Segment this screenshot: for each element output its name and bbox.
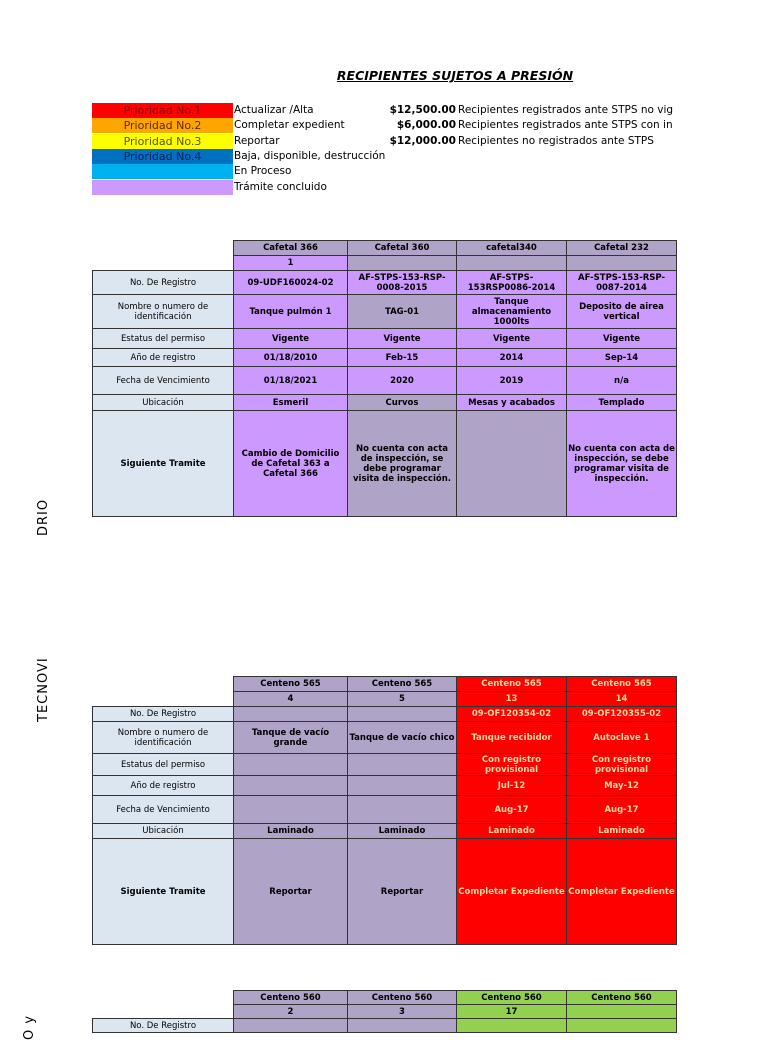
row-label: Fecha de Vencimiento xyxy=(93,796,234,824)
legend-swatch: Prioridad No.4 xyxy=(92,149,233,164)
table-cell: 01/18/2021 xyxy=(234,367,348,395)
row-label: Ubicación xyxy=(93,395,234,411)
column-header: Cafetal 360 xyxy=(348,241,457,256)
corner-blank xyxy=(93,677,234,692)
legend-swatch xyxy=(92,180,233,195)
legend-description: En Proceso xyxy=(234,165,292,178)
legend-price: $6,000.00 xyxy=(396,119,456,132)
column-header: Centeno 565 xyxy=(348,677,457,692)
column-number xyxy=(567,256,677,271)
table-cell: Reportar xyxy=(234,839,348,945)
column-header: Centeno 565 xyxy=(567,677,677,692)
table-cell xyxy=(457,411,567,517)
legend-row xyxy=(92,134,768,149)
table-cell: Aug-17 xyxy=(457,796,567,824)
legend-note: Recipientes no registrados ante STPS xyxy=(458,134,654,147)
row-label: Ubicación xyxy=(93,824,234,839)
row-label: No. De Registro xyxy=(93,1019,234,1033)
table-cell: Cambio de Domicilio de Cafetal 363 a Cafetal 366 xyxy=(234,411,348,517)
table-cell: Vigente xyxy=(567,329,677,349)
table-cell: Reportar xyxy=(348,839,457,945)
table-cell: Curvos xyxy=(348,395,457,411)
table-cell: Mesas y acabados xyxy=(457,395,567,411)
column-number: 17 xyxy=(457,1005,567,1019)
row-label: Siguiente Tramite xyxy=(93,839,234,945)
legend-description: Completar expedient xyxy=(234,119,345,132)
corner-blank xyxy=(93,256,234,271)
column-header: Centeno 560 xyxy=(457,991,567,1005)
row-label: Año de registro xyxy=(93,349,234,367)
column-number: 2 xyxy=(234,1005,348,1019)
table-cell: Con registro provisional xyxy=(567,754,677,776)
table-cell xyxy=(348,707,457,722)
table-cell: Completar Expediente xyxy=(567,839,677,945)
column-number: 1 xyxy=(234,256,348,271)
table-cell: Esmeril xyxy=(234,395,348,411)
table-cell xyxy=(234,754,348,776)
table-cell: Tanque de vacío grande xyxy=(234,722,348,754)
table-cell xyxy=(457,1019,567,1033)
legend-row xyxy=(92,118,768,133)
table-cell: Templado xyxy=(567,395,677,411)
table-cell: Tanque de vacío chico xyxy=(348,722,457,754)
table-cell: Vigente xyxy=(457,329,567,349)
table-cell: Con registro provisional xyxy=(457,754,567,776)
column-header: Centeno 565 xyxy=(457,677,567,692)
legend-note: Recipientes registrados ante STPS con in xyxy=(458,119,673,132)
column-number: 13 xyxy=(457,692,567,707)
column-header: Cafetal 366 xyxy=(234,241,348,256)
table-cell: No cuenta con acta de inspección, se debe programar visita de inspección. xyxy=(567,411,677,517)
column-header: Centeno 560 xyxy=(348,991,457,1005)
corner-blank xyxy=(93,1005,234,1019)
table-cell: Tanque almacenamiento 1000lts xyxy=(457,295,567,329)
table-cell: Tanque pulmón 1 xyxy=(234,295,348,329)
table-cell: 01/18/2010 xyxy=(234,349,348,367)
table-cell: 09-UDF160024-02 xyxy=(234,271,348,295)
legend-row xyxy=(92,149,768,164)
vessel-table-centeno-565 xyxy=(92,676,677,945)
table-cell xyxy=(348,754,457,776)
column-number xyxy=(457,256,567,271)
column-header: cafetal340 xyxy=(457,241,567,256)
table-cell xyxy=(234,1019,348,1033)
table-cell: AF-STPS-153RSP0086-2014 xyxy=(457,271,567,295)
row-label: Año de registro xyxy=(93,776,234,796)
table-cell: Laminado xyxy=(567,824,677,839)
table-cell xyxy=(348,1019,457,1033)
table-cell: AF-STPS-153-RSP-0087-2014 xyxy=(567,271,677,295)
row-label: Siguiente Tramite xyxy=(93,411,234,517)
table-cell: Deposito de airea vertical xyxy=(567,295,677,329)
column-number xyxy=(348,256,457,271)
legend-price: $12,500.00 xyxy=(389,104,456,116)
row-label: Nombre o numero de identificación xyxy=(93,722,234,754)
table-cell xyxy=(234,776,348,796)
row-label: Nombre o numero de identificación xyxy=(93,295,234,329)
legend-price: $12,000.00 xyxy=(389,134,456,147)
column-number xyxy=(567,1005,677,1019)
table-cell: Sep-14 xyxy=(567,349,677,367)
legend-row xyxy=(92,180,768,195)
table-cell: No cuenta con acta de inspección, se debe programar visita de inspección. xyxy=(348,411,457,517)
column-header: Centeno 565 xyxy=(234,677,348,692)
table-cell: Feb-15 xyxy=(348,349,457,367)
legend-description: Baja, disponible, destrucción xyxy=(234,149,386,162)
corner-blank xyxy=(93,241,234,256)
column-number: 5 xyxy=(348,692,457,707)
column-header: Centeno 560 xyxy=(567,991,677,1005)
table-cell: 2014 xyxy=(457,349,567,367)
row-label: No. De Registro xyxy=(93,707,234,722)
table-cell xyxy=(567,1019,677,1033)
legend-swatch xyxy=(92,164,233,179)
table-cell: Jul-12 xyxy=(457,776,567,796)
table-cell: n/a xyxy=(567,367,677,395)
legend-row xyxy=(92,103,768,118)
row-label: No. De Registro xyxy=(93,271,234,295)
table-cell: Vigente xyxy=(348,329,457,349)
table-cell: 09-OF120354-02 xyxy=(457,707,567,722)
column-number: 4 xyxy=(234,692,348,707)
page-title: RECIPIENTES SUJETOS A PRESIÓN xyxy=(336,68,574,83)
table-cell xyxy=(348,776,457,796)
vessel-table-cafetal xyxy=(92,240,677,517)
legend-note: Recipientes registrados ante STPS no vig xyxy=(458,104,674,116)
row-label: Estatus del permiso xyxy=(93,754,234,776)
table-cell: Laminado xyxy=(348,824,457,839)
column-header: Cafetal 232 xyxy=(567,241,677,256)
corner-blank xyxy=(93,991,234,1005)
side-label-tecnovi: TECNOVI xyxy=(36,657,51,722)
column-number: 3 xyxy=(348,1005,457,1019)
table-cell: TAG-01 xyxy=(348,295,457,329)
legend-description: Trámite concluido xyxy=(234,180,327,193)
row-label: Estatus del permiso xyxy=(93,329,234,349)
table-cell: 09-OF120355-02 xyxy=(567,707,677,722)
side-label-drio: DRIO xyxy=(36,498,51,536)
column-number: 14 xyxy=(567,692,677,707)
legend-description: Actualizar /Alta xyxy=(234,104,314,116)
table-cell: Laminado xyxy=(457,824,567,839)
corner-blank xyxy=(93,692,234,707)
table-cell: Aug-17 xyxy=(567,796,677,824)
legend-description: Reportar xyxy=(234,134,280,147)
side-label-o-y: O y xyxy=(22,1014,37,1040)
table-cell xyxy=(234,796,348,824)
legend-swatch: Prioridad No.3 xyxy=(92,134,233,149)
column-header: Centeno 560 xyxy=(234,991,348,1005)
legend-swatch: Prioridad No.2 xyxy=(92,118,233,133)
table-cell: May-12 xyxy=(567,776,677,796)
table-cell: 2019 xyxy=(457,367,567,395)
table-cell: Laminado xyxy=(234,824,348,839)
table-cell: AF-STPS-153-RSP-0008-2015 xyxy=(348,271,457,295)
table-cell: Completar Expediente xyxy=(457,839,567,945)
table-cell: Autoclave 1 xyxy=(567,722,677,754)
table-cell: Vigente xyxy=(234,329,348,349)
table-cell: Tanque recibidor xyxy=(457,722,567,754)
row-label: Fecha de Vencimiento xyxy=(93,367,234,395)
table-cell xyxy=(348,796,457,824)
legend-row xyxy=(92,164,768,179)
vessel-table-centeno-560 xyxy=(92,990,677,1033)
table-cell: 2020 xyxy=(348,367,457,395)
legend-swatch: Prioridad No.1 xyxy=(92,103,233,118)
table-cell xyxy=(234,707,348,722)
